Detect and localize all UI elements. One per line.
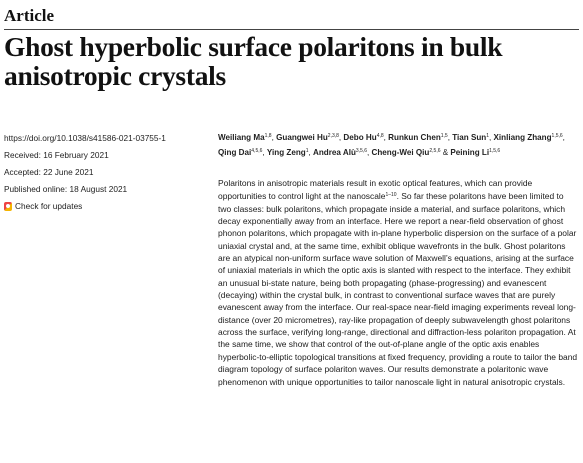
author-list: Weiliang Ma$^{1,8}$, Guangwei Hu$^{2,3,8}$, Debo Hu$^{4,8}$, Runkun Chen$^{1,5}$, Tian Sun$^1$, Xinliang Zhang$^{1,5,6}$, Qing Dai$^{4,5,6}$, Ying Zeng$^1$, Andrea Alù$^{3,5,6}$, Cheng-Wei Qiu$^{2,5,6}$ & Peining Li$^{1,5,6}$ (218, 133, 565, 157)
abstract-citation[interactable]: 1–10 (385, 192, 397, 199)
author-affiliation: 4,5,6 (251, 147, 263, 154)
author-affiliation: 2,3,8 (327, 133, 339, 139)
abstract (218, 177, 578, 388)
author-affiliation: 2,5,6 (429, 147, 441, 154)
abstract-text-part1: Polaritons in anisotropic materials result in exotic optical features, which can provide opportunities to control light at the nanoscale (218, 178, 533, 202)
author-affiliation: 1 (305, 147, 309, 154)
author-name-text: Tian Sun (452, 133, 487, 142)
section-label: Article (4, 6, 55, 25)
author-name-text: Debo Hu (343, 133, 377, 142)
author-name[interactable] (452, 133, 489, 142)
accepted-date: Accepted: 22 June 2021 (4, 167, 94, 177)
article-metadata (4, 130, 209, 215)
author-affiliation: 3,5,6 (355, 147, 368, 154)
doi-link[interactable]: https://doi.org/10.1038/s41586-021-03755-1 (4, 133, 166, 143)
author-name-text: Andrea Alù (313, 147, 356, 157)
author-affiliation: 1,5,6 (489, 147, 501, 154)
author-affiliation: 1,8 (264, 133, 272, 139)
author-name[interactable] (267, 148, 309, 157)
author-affiliation: 1,5,6 (551, 133, 563, 139)
published-date: Published online: 18 August 2021 (4, 184, 128, 194)
author-name-text: Xinliang Zhang (493, 133, 552, 142)
author-name-text: Ying Zeng (266, 147, 306, 157)
check-for-updates-label: Check for updates (15, 201, 83, 211)
author-name-text: Cheng-Wei Qiu (371, 147, 430, 157)
header-divider (4, 29, 579, 30)
author-name[interactable] (218, 133, 272, 142)
author-name[interactable] (494, 133, 563, 142)
author-name-text: Guangwei Hu (276, 133, 328, 142)
author-name-text: Peining Li (450, 147, 490, 157)
author-name-text: Qing Dai (218, 147, 252, 157)
author-name[interactable] (388, 133, 448, 142)
abstract-text-part2: . So far these polaritons have been limited to two classes: bulk polaritons, which propagate inside a material, and surface polaritons, which decay exponentially away from an interface. Here we report a near-field observation of ghost phonon polaritons, which propagate with in-plane hyperbolic dispersion on the surface of a polar uniaxial crystal and, at the same time, exhibit oblique wavefronts in the bulk. Ghost polaritons are an atypical non-uniform surface wave solution of Maxwell’s equations, arising at the surface of uniaxial materials in which the optic axis is slanted with respect to the interface. They exhibit an unusual bi-state nature, being both propagating (phase-progressing) and evanescent (decaying) within the crystal bulk, in contrast to conventional surface waves that are purely evanescent away from the interface. Our real-space near-field imaging experiments reveal long-distance (over 20 micrometres), ray-like propagation of deeply subwavelength ghost polaritons across the surface, verifying long-range, directional and diffraction-less polariton propagation. At the same time, we show that control of the out-of-plane angle of the optic axis enables hyperbolic-to-elliptic topological transitions at fixed frequency, providing a route to tailor the band diagram topology of surface polariton waves. Our results demonstrate a polaritonic wave phenomenon with unique opportunities to tailor nanoscale light in natural anisotropic crystals. (218, 191, 578, 387)
author-name[interactable] (218, 148, 262, 157)
author-name[interactable] (372, 148, 441, 157)
crossmark-icon (4, 202, 12, 211)
author-affiliation: 1,5 (440, 133, 448, 139)
author-name[interactable] (276, 133, 339, 142)
author-name-text: Runkun Chen (388, 133, 441, 142)
author-name[interactable] (343, 133, 383, 142)
author-affiliation: 4,8 (376, 133, 384, 139)
author-name-text: Weiliang Ma (218, 133, 265, 142)
article-title: Ghost hyperbolic surface polaritons in bulk anisotropic crystals (4, 31, 503, 91)
author-affiliation: 1 (486, 133, 490, 139)
check-for-updates-link[interactable] (4, 198, 209, 215)
author-name[interactable] (313, 148, 367, 157)
received-date: Received: 16 February 2021 (4, 150, 109, 160)
author-name[interactable] (450, 148, 500, 157)
